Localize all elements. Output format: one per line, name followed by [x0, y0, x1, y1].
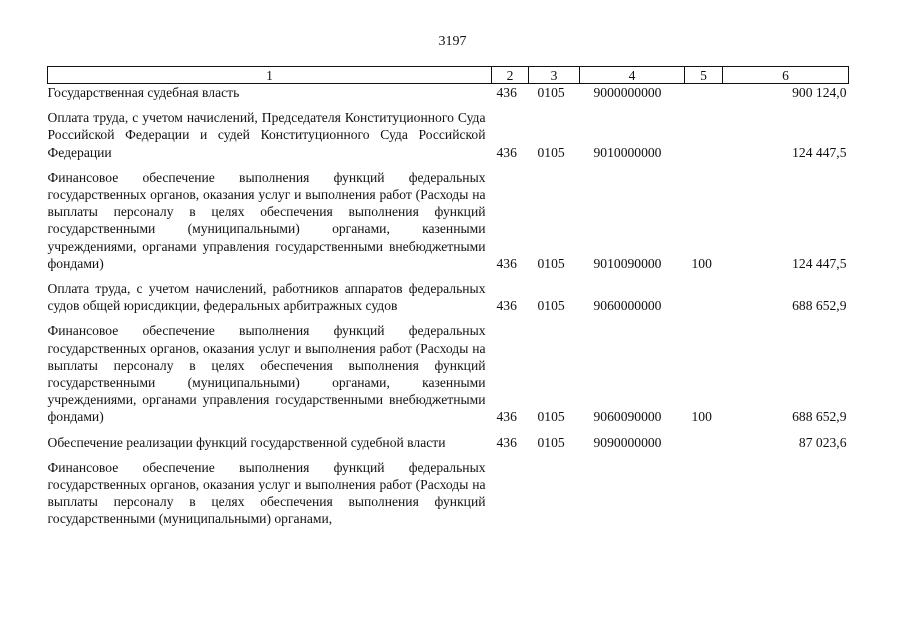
row-col-4 [580, 459, 685, 528]
row-col-2 [492, 459, 529, 528]
table-row [48, 322, 849, 425]
budget-table [47, 66, 849, 528]
row-name: Оплата труда, с учетом начислений, Председателя Конституционного Суда Российской Федерации и судей Конституционного Суда Российской Федерации [47, 110, 486, 160]
row-col-2: 436 [496, 85, 517, 100]
row-col-2: 436 [496, 409, 517, 425]
row-col-5 [685, 434, 723, 451]
row-name: Финансовое обеспечение выполнения функций федеральных государственных органов, оказания услуг и выполнения работ (Расходы на выплаты персоналу в целях обеспечения выполнения функций государственными (муниципальными) органами, [47, 459, 486, 527]
header-col-5: 5 [685, 67, 723, 84]
row-amount: 124 447,5 [792, 255, 847, 271]
row-col-4: 9060000000 [593, 298, 662, 314]
header-col-1: 1 [48, 67, 492, 84]
row-col-2: 436 [496, 255, 517, 271]
table-row [48, 280, 849, 314]
row-amount: 688 652,9 [792, 409, 847, 425]
row-col-4: 9010000000 [593, 144, 662, 160]
row-amount: 688 652,9 [792, 298, 847, 314]
row-col-4: 9090000000 [593, 434, 662, 450]
row-col-2: 436 [496, 434, 517, 450]
row-name: Финансовое обеспечение выполнения функций федеральных государственных органов, оказания услуг и выполнения работ (Расходы на выплаты персоналу в целях обеспечения выполнения функций государственными (муниципальными) органами, казенными учреждениями, органами управления государственными внебюджетными фондами) [47, 169, 486, 271]
row-col-3: 0105 [537, 144, 565, 160]
header-col-6: 6 [723, 67, 849, 84]
table-header [48, 67, 849, 84]
table-body [48, 84, 849, 528]
row-col-3: 0105 [537, 85, 565, 100]
row-col-3 [529, 459, 580, 528]
row-col-5: 100 [691, 255, 712, 271]
table-row [48, 434, 849, 451]
table-row [48, 84, 849, 102]
row-col-3: 0105 [537, 409, 565, 425]
row-name: Государственная судебная власть [47, 85, 240, 100]
row-col-3: 0105 [537, 298, 565, 314]
row-col-5 [685, 280, 723, 314]
row-name: Обеспечение реализации функций государственной судебной власти [47, 434, 446, 450]
row-col-5 [685, 459, 723, 528]
table-row [48, 459, 849, 528]
row-col-4: 9000000000 [593, 85, 662, 100]
row-col-5 [685, 84, 723, 102]
row-col-2: 436 [496, 144, 517, 160]
row-amount: 124 447,5 [792, 144, 847, 160]
row-name: Оплата труда, с учетом начислений, работников аппаратов федеральных судов общей юрисдикции, федеральных арбитражных судов [47, 281, 486, 314]
row-col-4: 9010090000 [593, 255, 662, 271]
row-col-5 [685, 109, 723, 161]
row-amount: 87 023,6 [798, 434, 847, 450]
row-col-3: 0105 [537, 255, 565, 271]
row-col-5: 100 [691, 409, 712, 425]
page-number: 3197 [438, 34, 467, 49]
table-row [48, 169, 849, 272]
row-col-2: 436 [496, 298, 517, 314]
row-col-3: 0105 [537, 434, 565, 450]
row-name: Финансовое обеспечение выполнения функций федеральных государственных органов, оказания услуг и выполнения работ (Расходы на выплаты персоналу в целях обеспечения выполнения функций государственными (муниципальными) органами, казенными учреждениями, органами управления государственными внебюджетными фондами) [47, 323, 486, 425]
header-col-3: 3 [529, 67, 580, 84]
row-amount [723, 459, 849, 528]
row-col-4: 9060090000 [593, 409, 662, 425]
header-col-2: 2 [492, 67, 529, 84]
row-amount: 900 124,0 [792, 85, 847, 100]
header-col-4: 4 [580, 67, 685, 84]
table-row [48, 109, 849, 161]
